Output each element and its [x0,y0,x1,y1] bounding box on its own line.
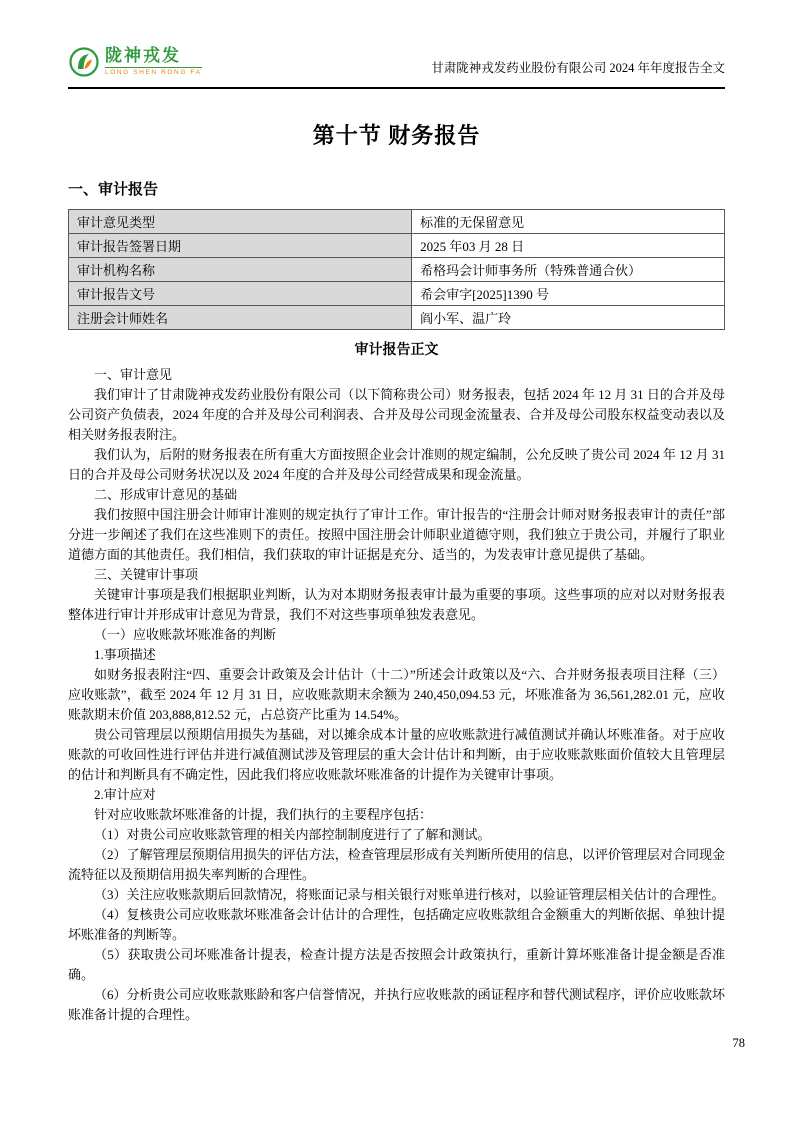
audit-body [68,365,725,1025]
audit-table-label: 审计意见类型 [69,210,412,234]
paragraph: 二、形成审计意见的基础 [94,487,238,502]
audit-table-body [69,210,725,330]
audit-table-label: 审计机构名称 [69,258,412,282]
audit-body-title: 审计报告正文 [354,343,439,358]
audit-table-row [69,306,725,330]
paragraph: 贵公司管理层以预期信用损失为基础，对以摊余成本计量的应收账款进行减值测试并确认坏账准备。对于应收账款的可收回性进行评估并进行减值测试涉及管理层的重大会计估计和判断，由于应收账款账面价值较大且管理层的估计和判断具有不确定性，因此我们将应收账款坏账准备的计提作为关键审计事项。 [68,727,725,782]
paragraph: （6）分析贵公司应收账款账龄和客户信誉情况，并执行应收账款的函证程序和替代测试程序，评价应收账款坏账准备计提的合理性。 [68,987,725,1022]
paragraph: 我们认为，后附的财务报表在所有重大方面按照企业会计准则的规定编制，公允反映了贵公司 2024 年 12 月 31 日的合并及母公司财务状况以及 2024 年度的合并及母公司经营成果和现金流量。 [68,447,725,482]
audit-table-value: 阎小军、温广玲 [412,306,725,330]
paragraph: （5）获取贵公司坏账准备计提表，检查计提方法是否按照会计政策执行，重新计算坏账准备计提金额是否准确。 [68,947,725,982]
paragraph: （2）了解管理层预期信用损失的评估方法，检查管理层形成有关判断所使用的信息，以评价管理层对合同现金流特征以及预期信用损失率判断的合理性。 [68,847,725,882]
logo-text [105,47,202,77]
paragraph: 三、关键审计事项 [94,567,199,582]
paragraph: （4）复核贵公司应收账款坏账准备会计估计的合理性，包括确定应收账款组合金额重大的判断依据、单独计提坏账准备的判断等。 [68,907,725,942]
section-heading-audit-report: 一、审计报告 [68,182,159,198]
audit-table-label: 注册会计师姓名 [69,306,412,330]
company-logo [68,46,202,78]
paragraph: （3）关注应收账款期后回款情况，将账面记录与相关银行对账单进行核对，以验证管理层相关估计的合理性。 [94,887,725,902]
page-header [68,46,725,89]
paragraph: 如财务报表附注“四、重要会计政策及会计估计（十二）”所述会计政策以及“六、合并财务报表项目注释（三）应收账款”，截至 2024 年 12 月 31 日，应收账款期末余额为 240,450,094.53 元，坏账准备为 36,561,282.01 元，应收账款期末价值 203,888,812.52 元，占总资产比重为 14.54%。 [68,667,725,722]
audit-table-label: 审计报告文号 [69,282,412,306]
audit-table-row [69,282,725,306]
chapter-title: 第十节 财务报告 [312,123,481,148]
audit-table-row [69,234,725,258]
logo-icon [68,46,100,78]
logo-subtitle: LONG SHEN RONG FA [105,69,202,77]
page-number: 78 [732,1036,745,1050]
paragraph: 我们按照中国注册会计师审计准则的规定执行了审计工作。审计报告的“注册会计师对财务报表审计的责任”部分进一步阐述了我们在这些准则下的责任。按照中国注册会计师职业道德守则，我们独立于贵公司，并履行了职业道德方面的其他责任。我们相信，我们获取的审计证据是充分、适当的，为发表审计意见提供了基础。 [68,507,725,562]
audit-table-row [69,210,725,234]
logo-name: 陇神戎发 [105,46,181,66]
header-company-line: 甘肃陇神戎发药业股份有限公司 2024 年年度报告全文 [431,61,725,75]
paragraph: 我们审计了甘肃陇神戎发药业股份有限公司（以下简称贵公司）财务报表，包括 2024 年 12 月 31 日的合并及母公司资产负债表，2024 年度的合并及母公司利润表、合并及母公司现金流量表、合并及母公司股东权益变动表以及相关财务报表附注。 [68,387,725,442]
audit-summary-table [68,209,725,330]
audit-table-label: 审计报告签署日期 [69,234,412,258]
paragraph: （1）对贵公司应收账款管理的相关内部控制制度进行了了解和测试。 [94,827,491,842]
audit-table-row [69,258,725,282]
audit-table-value: 2025 年03 月 28 日 [412,234,725,258]
audit-table-value: 标准的无保留意见 [412,210,725,234]
paragraph: 针对应收账款坏账准备的计提，我们执行的主要程序包括： [94,807,433,822]
audit-table-value: 希格玛会计师事务所（特殊普通合伙） [412,258,725,282]
paragraph: 2.审计应对 [94,787,156,802]
paragraph: 一、审计意见 [94,367,173,382]
paragraph: 1.事项描述 [94,647,156,662]
audit-table-value: 希会审字[2025]1390 号 [412,282,725,306]
paragraph: 关键审计事项是我们根据职业判断，认为对本期财务报表审计最为重要的事项。这些事项的应对以对财务报表整体进行审计并形成审计意见为背景，我们不对这些事项单独发表意见。 [68,587,725,622]
paragraph: （一）应收账款坏账准备的判断 [94,627,277,642]
